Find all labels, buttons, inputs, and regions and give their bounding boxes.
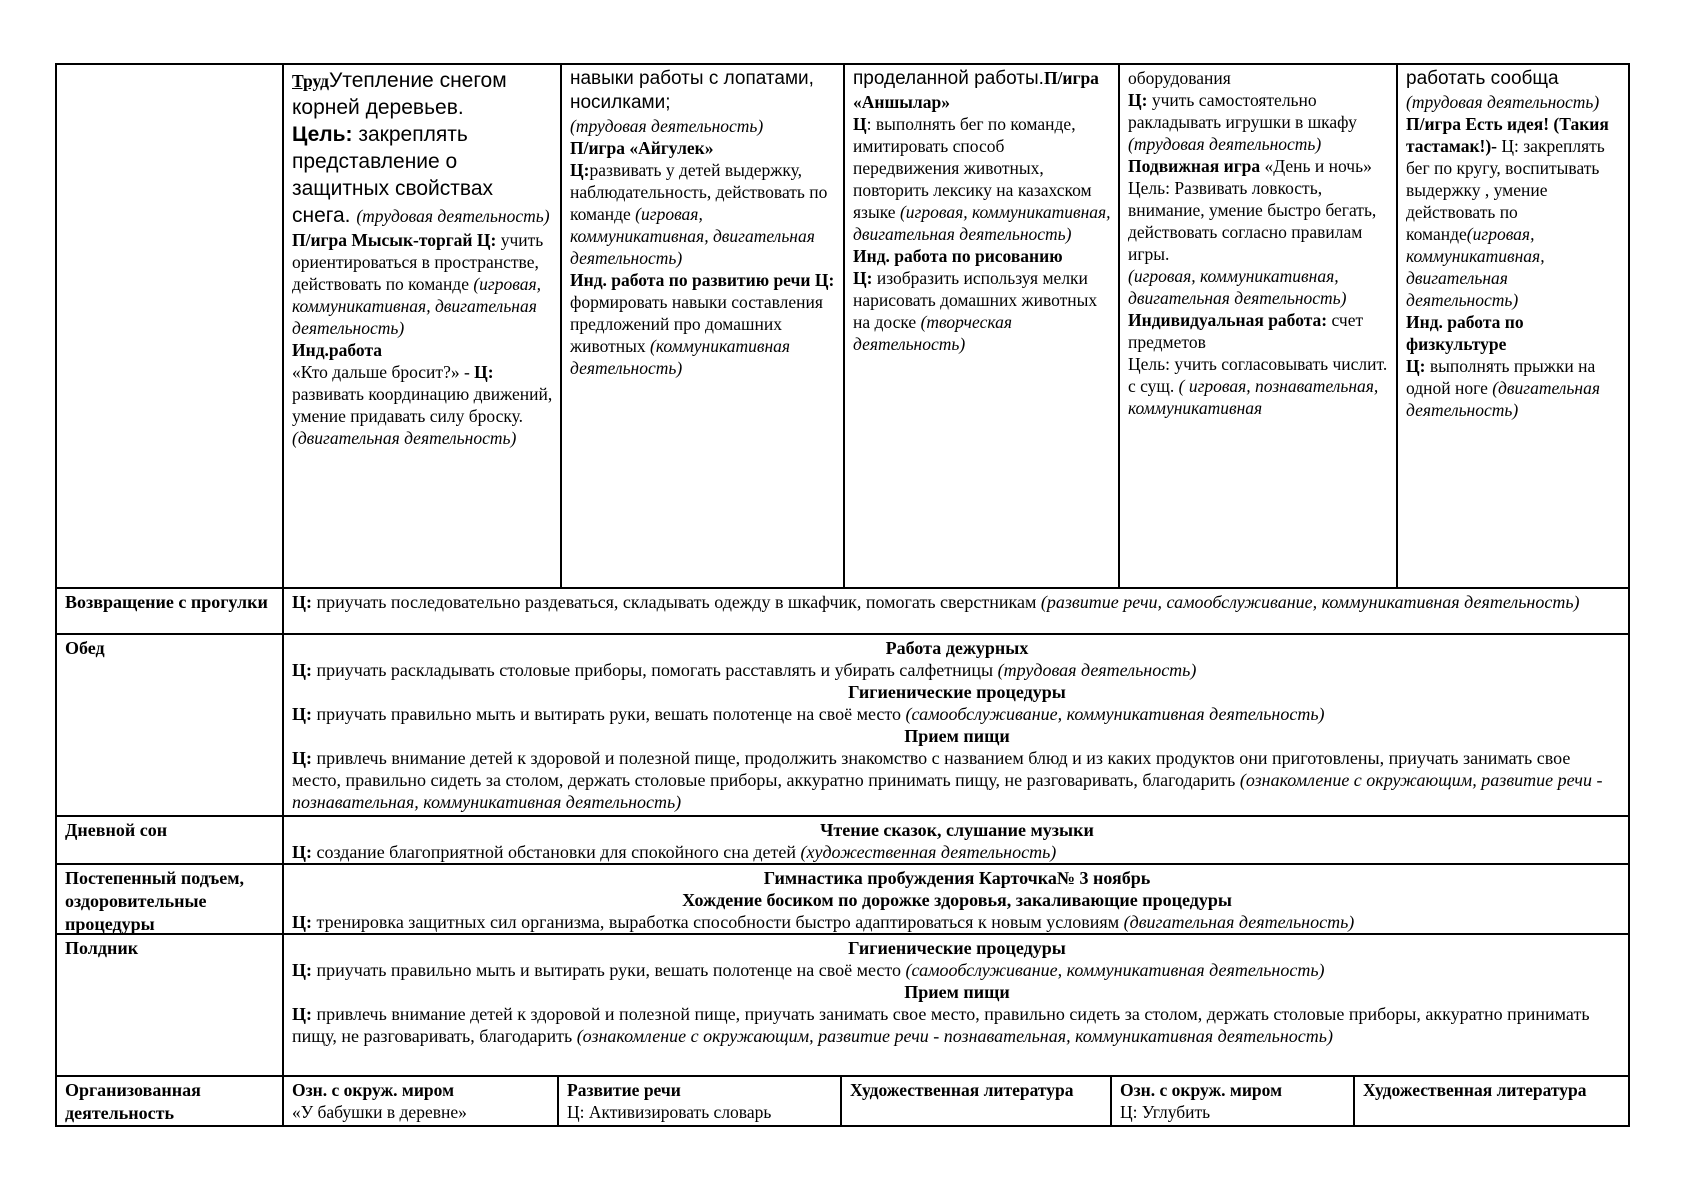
text-run: (ознакомление с окружающим, развитие речи - познавательная, коммуникативная деятельность) xyxy=(576,1026,1333,1046)
text-run: учить самостоятельно ракладывать игрушки в шкафу xyxy=(1128,90,1357,132)
text-run: (трудовая деятельность) xyxy=(997,660,1197,680)
text-run: Гимнастика пробуждения Карточка№ 3 ноябрь xyxy=(763,868,1151,888)
paragraph xyxy=(292,1079,551,1101)
paragraph xyxy=(292,911,1622,933)
text-run: П/игра «Айгулек» xyxy=(570,138,714,158)
paragraph xyxy=(292,867,1622,889)
paragraph xyxy=(292,959,1622,981)
paragraph xyxy=(1120,1079,1347,1101)
paragraph xyxy=(292,841,1622,863)
paragraph xyxy=(1406,113,1622,311)
paragraph xyxy=(292,1003,1622,1047)
paragraph xyxy=(1128,265,1390,309)
walk-activities-row xyxy=(57,65,1628,587)
text-run: Работа дежурных xyxy=(885,638,1029,658)
text-run: Подвижная игра xyxy=(1128,156,1265,176)
text-run: (самообслуживание, коммуникативная деятельность) xyxy=(905,704,1325,724)
paragraph xyxy=(853,245,1112,267)
text-run: П/игра Мысык-торгай Ц: xyxy=(292,230,497,250)
organized-cell-2 xyxy=(557,1077,840,1125)
text-run: Цель: Развивать ловкость, внимание, умение быстро бегать, действовать согласно правилам игры. xyxy=(1128,178,1377,264)
organized-cell-5 xyxy=(1353,1077,1628,1125)
row-return-from-walk xyxy=(57,587,1628,633)
paragraph xyxy=(853,67,1112,113)
text-run: Ц: xyxy=(292,704,312,724)
row-lunch xyxy=(57,633,1628,815)
walk-activity-cell-3 xyxy=(843,65,1118,587)
paragraph xyxy=(1128,309,1390,353)
row-content xyxy=(282,817,1628,863)
paragraph xyxy=(292,659,1622,681)
text-run: Ц xyxy=(853,114,867,134)
text-run: (игровая, коммуникативная, двигательная деятельность) xyxy=(853,202,1111,244)
text-run: навыки работы с лопатами, носилками; xyxy=(570,68,814,113)
paragraph xyxy=(1406,311,1622,355)
text-run: (трудовая деятельность) xyxy=(356,206,550,226)
text-run: Развитие речи xyxy=(567,1080,681,1100)
text-run: Озн. с окруж. миром xyxy=(292,1080,454,1100)
text-run: (художественная деятельность) xyxy=(800,842,1057,862)
text-run: Ц: xyxy=(853,268,873,288)
walk-activity-cell-1 xyxy=(282,65,560,587)
paragraph xyxy=(1128,89,1390,133)
text-run: (двигательная деятельность) xyxy=(292,428,517,448)
text-run: Ц: xyxy=(292,748,312,768)
text-run: (творческая деятельность) xyxy=(853,312,1012,354)
text-run: оборудования xyxy=(1128,68,1231,88)
paragraph xyxy=(1128,177,1390,265)
text-run: развивать координацию движений, умение придавать силу броску. xyxy=(292,384,553,426)
text-run: приучать раскладывать столовые приборы, помогать расставлять и убирать салфетницы xyxy=(312,660,998,680)
row-content xyxy=(282,589,1628,633)
paragraph xyxy=(292,121,554,229)
text-run: Ц: закреплять бег по кругу, воспитывать выдержку , умение действовать по команде xyxy=(1406,136,1605,244)
paragraph xyxy=(292,747,1622,813)
text-run: тренировка защитных сил организма, выработка способности быстро адаптироваться к новым условиям xyxy=(312,912,1124,932)
text-run: привлечь внимание детей к здоровой и полезной пище, продолжить знакомство с названием блюд и из каких продуктов они приготовлены, приучать занимать свое место, правильно сидеть за столом, держать столовые приборы, аккуратно принимать пищу, не разговаривать, благодарить xyxy=(292,748,1571,790)
text-run: Ц: xyxy=(570,160,590,180)
text-run: формировать навыки составления предложений про домашних животных xyxy=(570,292,823,356)
text-run: закреплять представление о защитных свойствах снега. xyxy=(292,123,494,227)
text-run: Гигиенические процедуры xyxy=(848,682,1066,702)
row-afternoon-snack xyxy=(57,933,1628,1075)
paragraph xyxy=(570,159,837,269)
text-run: Инд. работа по развитию речи Ц: xyxy=(570,270,835,290)
organized-cell-4 xyxy=(1110,1077,1353,1125)
text-run: П/игра Есть идея! (Такия тастамак!)- xyxy=(1406,114,1609,156)
row-label: Постепенный подъем, оздоровительные процедуры xyxy=(65,868,245,933)
text-run: Ц: xyxy=(292,660,312,680)
text-run: Утепление снегом корней деревьев. xyxy=(292,69,507,119)
text-run: приучать правильно мыть и вытирать руки, вешать полотенце на своё место xyxy=(312,960,906,980)
paragraph xyxy=(292,637,1622,659)
text-run: : выполнять бег по команде, имитировать способ передвижения животных, повторить лексику на казахском языке xyxy=(853,114,1092,222)
paragraph xyxy=(292,819,1622,841)
text-run: Ц: xyxy=(1406,356,1426,376)
row-content xyxy=(282,935,1628,1075)
daily-schedule-table xyxy=(55,63,1630,1127)
text-run: Индивидуальная работа: xyxy=(1128,310,1328,330)
text-run: приучать правильно мыть и вытирать руки, вешать полотенце на своё место xyxy=(312,704,906,724)
row-label-empty xyxy=(57,65,282,587)
paragraph xyxy=(1128,353,1390,419)
paragraph xyxy=(292,937,1622,959)
text-run: «У бабушки в деревне» xyxy=(292,1102,467,1122)
text-run: Труд xyxy=(292,71,330,91)
text-run: (самообслуживание, коммуникативная деятельность) xyxy=(905,960,1325,980)
text-run: Художественная литература xyxy=(850,1080,1074,1100)
paragraph xyxy=(292,1101,551,1123)
text-run: привлечь внимание детей к здоровой и полезной пище, приучать занимать свое место, правильно сидеть за столом, держать столовые приборы, аккуратно принимать пищу, не разговаривать, благодарить xyxy=(292,1004,1590,1046)
text-run: Ц: xyxy=(292,960,312,980)
text-run: изобразить используя мелки нарисовать домашних животных на доске xyxy=(853,268,1098,332)
text-run: развивать у детей выдержку, наблюдательность, действовать по команде xyxy=(570,160,828,224)
paragraph xyxy=(1406,355,1622,421)
text-run: Цель: xyxy=(292,123,353,146)
text-run: (игровая, коммуникативная, двигательная деятельность) xyxy=(1406,224,1545,310)
text-run: (коммуникативная деятельность) xyxy=(570,336,791,378)
text-run: Инд.работа xyxy=(292,340,383,360)
text-run: (игровая, коммуникативная, двигательная деятельность) xyxy=(1128,266,1347,308)
text-run: Чтение сказок, слушание музыки xyxy=(820,820,1094,840)
paragraph xyxy=(1128,67,1390,89)
text-run: приучать последовательно раздеваться, складывать одежду в шкафчик, помогать сверстникам xyxy=(312,592,1041,612)
walk-activity-cell-5 xyxy=(1396,65,1628,587)
paragraph xyxy=(1128,155,1390,177)
walk-activity-cell-4 xyxy=(1118,65,1396,587)
text-run: создание благоприятной обстановки для спокойного сна детей xyxy=(312,842,801,862)
row-organized-activity xyxy=(57,1075,1628,1125)
paragraph xyxy=(567,1101,834,1123)
text-run: выполнять прыжки на одной ноге xyxy=(1406,356,1596,398)
paragraph xyxy=(292,229,554,339)
text-run: Озн. с окруж. миром xyxy=(1120,1080,1282,1100)
text-run: «День и ночь» xyxy=(1264,156,1372,176)
text-run: счет предметов xyxy=(1128,310,1364,352)
paragraph xyxy=(1363,1079,1622,1101)
paragraph xyxy=(567,1079,834,1101)
paragraph xyxy=(570,115,837,137)
row-wakeup-procedures xyxy=(57,863,1628,933)
text-run: Цель: учить согласовывать числит. с сущ. xyxy=(1128,354,1388,396)
paragraph xyxy=(1406,91,1622,113)
text-run: ( игровая, познавательная, коммуникативная xyxy=(1128,376,1379,418)
organized-cell-1 xyxy=(282,1077,557,1125)
paragraph xyxy=(570,137,837,159)
row-day-sleep xyxy=(57,815,1628,863)
text-run: «Кто дальше бросит?» - xyxy=(292,362,475,382)
text-run: Хождение босиком по дорожке здоровья, закаливающие процедуры xyxy=(682,890,1232,910)
text-run: (трудовая деятельность) xyxy=(1406,92,1600,112)
text-run: Прием пищи xyxy=(904,982,1010,1002)
paragraph xyxy=(1128,133,1390,155)
row-content xyxy=(282,635,1628,815)
row-label: Дневной сон xyxy=(65,820,168,840)
paragraph xyxy=(1406,67,1622,91)
text-run: проделанной работы. xyxy=(853,68,1044,89)
text-run: (двигательная деятельность) xyxy=(1406,378,1600,420)
text-run: (двигательная деятельность) xyxy=(1123,912,1355,932)
text-run: (трудовая деятельность) xyxy=(570,116,764,136)
text-run: Прием пищи xyxy=(904,726,1010,746)
row-label: Организованная деятельность xyxy=(65,1080,201,1123)
text-run: Ц: xyxy=(292,1004,312,1024)
paragraph xyxy=(850,1079,1104,1101)
text-run: работать сообща xyxy=(1406,68,1559,89)
paragraph xyxy=(853,113,1112,245)
paragraph xyxy=(292,889,1622,911)
paragraph xyxy=(570,269,837,379)
text-run: (развитие речи, самообслуживание, коммуникативная деятельность) xyxy=(1040,592,1580,612)
text-run: П/игра «Аншылар» xyxy=(853,68,1099,112)
paragraph xyxy=(292,67,554,121)
row-label: Полдник xyxy=(65,938,139,958)
text-run: Гигиенические процедуры xyxy=(848,938,1066,958)
text-run: (игровая, коммуникативная, двигательная деятельность) xyxy=(570,204,815,268)
text-run: Ц: Углубить xyxy=(1120,1102,1211,1122)
text-run: Ц: xyxy=(292,592,312,612)
text-run: Ц: xyxy=(474,362,494,382)
text-run: Художественная литература xyxy=(1363,1080,1587,1100)
text-run: Ц: Активизировать словарь xyxy=(567,1102,772,1122)
text-run: (ознакомление с окружающим, развитие речи - познавательная, коммуникативная деятельность) xyxy=(292,770,1603,812)
paragraph xyxy=(292,339,554,361)
text-run: Инд. работа по рисованию xyxy=(853,246,1063,266)
paragraph xyxy=(292,591,1622,613)
paragraph xyxy=(292,725,1622,747)
text-run: учить ориентироваться в пространстве, действовать по команде xyxy=(292,230,544,294)
walk-activity-cell-2 xyxy=(560,65,843,587)
paragraph xyxy=(292,361,554,449)
paragraph xyxy=(292,703,1622,725)
row-label: Возвращение с прогулки xyxy=(65,592,268,612)
text-run: Ц: xyxy=(292,912,312,932)
paragraph xyxy=(292,981,1622,1003)
text-run: (игровая, коммуникативная, двигательная деятельность) xyxy=(292,274,542,338)
text-run: Инд. работа по физкультуре xyxy=(1406,312,1524,354)
text-run: (трудовая деятельность) xyxy=(1128,134,1322,154)
paragraph xyxy=(570,67,837,115)
row-label: Обед xyxy=(65,638,105,658)
text-run: Ц: xyxy=(292,842,312,862)
row-content xyxy=(282,865,1628,933)
paragraph xyxy=(292,681,1622,703)
text-run: Ц: xyxy=(1128,90,1148,110)
paragraph xyxy=(1120,1101,1347,1123)
paragraph xyxy=(853,267,1112,355)
organized-cell-3 xyxy=(840,1077,1110,1125)
